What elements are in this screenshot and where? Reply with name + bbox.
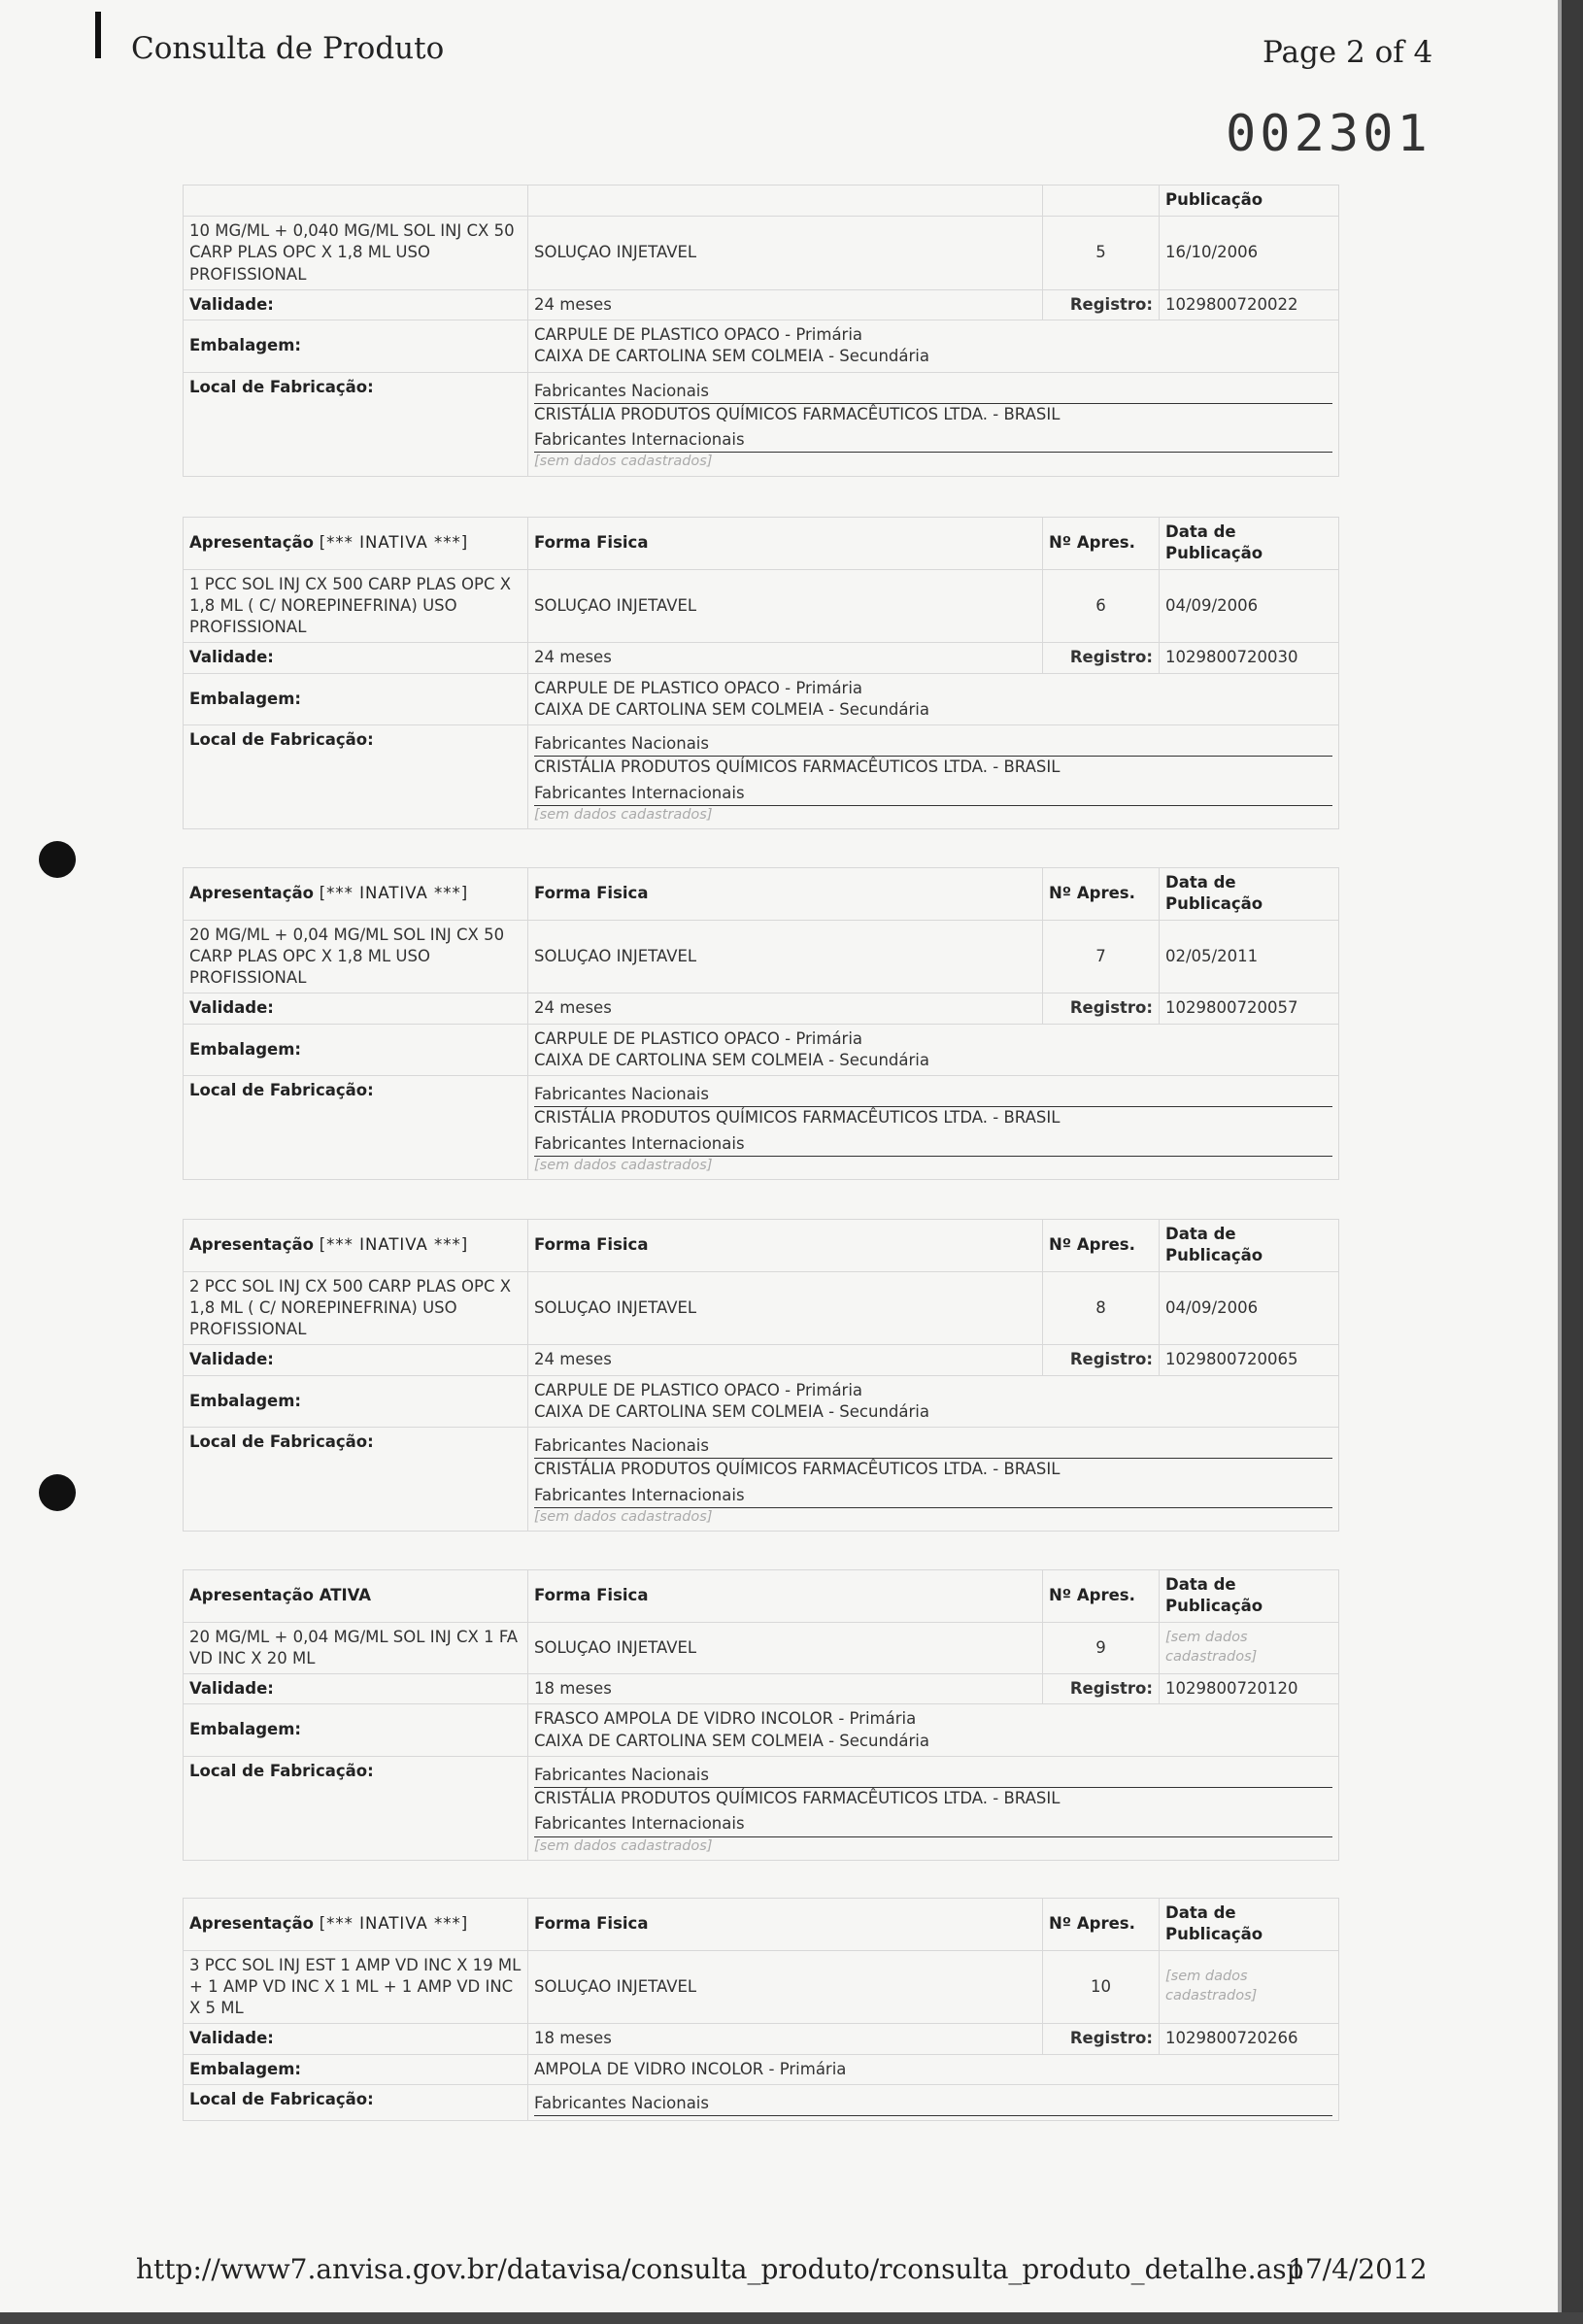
status-badge: [*** INATIVA ***] [319, 1914, 469, 1934]
fabricante-internacional-empty: [sem dados cadastrados] [534, 1508, 713, 1525]
fabricante-nacional: CRISTÁLIA PRODUTOS QUÍMICOS FARMACÊUTICOS LTDA. - BRASIL [534, 1789, 1061, 1808]
forma-fisica-value: SOLUÇAO INJETAVEL [528, 569, 1043, 643]
presentation-description: 3 PCC SOL INJ EST 1 AMP VD INC X 19 ML + 1 AMP VD INC X 1 ML + 1 AMP VD INC X 5 ML [184, 1950, 528, 2024]
numero-apresentacao: 5 [1043, 217, 1160, 290]
data-publicacao: [sem dados cadastrados] [1160, 1950, 1339, 2024]
registro-label: Registro: [1043, 1345, 1160, 1375]
registro-label: Registro: [1043, 2024, 1160, 2054]
validade-label: Validade: [184, 2024, 528, 2054]
embalagem-primaria: CARPULE DE PLASTICO OPACO - Primária [534, 678, 863, 697]
page-title: Consulta de Produto [131, 31, 445, 66]
staple-mark [95, 12, 101, 58]
forma-fisica-value: SOLUÇAO INJETAVEL [528, 1950, 1043, 2024]
footer-date: 17/4/2012 [1288, 2253, 1428, 2285]
col-header-publicacao: Publicação [1165, 1925, 1263, 1944]
status-badge: [*** INATIVA ***] [319, 1235, 469, 1255]
fabricante-internacional-empty: [sem dados cadastrados] [534, 1157, 713, 1173]
col-header-publicacao: Publicação [1165, 1597, 1263, 1616]
apresentacao-label: Apresentação [189, 533, 314, 553]
forma-fisica-value: SOLUÇAO INJETAVEL [528, 920, 1043, 994]
registro-value: 1029800720030 [1160, 643, 1339, 673]
apresentacao-label: Apresentação [189, 884, 314, 903]
col-header-n-apres: Nº Apres. [1043, 1570, 1160, 1623]
apresentacao-label: Apresentação [189, 1235, 314, 1255]
embalagem-primaria: CARPULE DE PLASTICO OPACO - Primária [534, 1028, 863, 1048]
col-header-forma-fisica: Forma Fisica [528, 1220, 1043, 1272]
presentation-description: 20 MG/ML + 0,04 MG/ML SOL INJ CX 50 CARP PLAS OPC X 1,8 ML USO PROFISSIONAL [184, 920, 528, 994]
registro-label: Registro: [1043, 643, 1160, 673]
fabricantes-internacionais-heading: Fabricantes Internacionais [534, 1813, 1332, 1836]
presentation-block-9 [183, 1569, 1338, 1861]
validade-label: Validade: [184, 1674, 528, 1704]
col-header-data-de: Data de [1165, 1575, 1236, 1594]
registro-value: 1029800720266 [1160, 2024, 1339, 2054]
fabricantes-internacionais-heading: Fabricantes Internacionais [534, 1485, 1332, 1508]
numero-apresentacao: 9 [1043, 1622, 1160, 1674]
footer-url: http://www7.anvisa.gov.br/datavisa/consulta_produto/rconsulta_produto_detalhe.asp [136, 2253, 1304, 2285]
registro-label: Registro: [1043, 289, 1160, 320]
numero-apresentacao: 10 [1043, 1950, 1160, 2024]
validade-value: 24 meses [528, 994, 1043, 1024]
local-fabricacao-label: Local de Fabricação: [184, 1756, 528, 1860]
fabricante-nacional: CRISTÁLIA PRODUTOS QUÍMICOS FARMACÊUTICOS LTDA. - BRASIL [534, 404, 1061, 423]
validade-label: Validade: [184, 289, 528, 320]
validade-label: Validade: [184, 1345, 528, 1375]
presentation-description: 1 PCC SOL INJ CX 500 CARP PLAS OPC X 1,8 ML ( C/ NOREPINEFRINA) USO PROFISSIONAL [184, 569, 528, 643]
embalagem-primaria: CARPULE DE PLASTICO OPACO - Primária [534, 1380, 863, 1399]
validade-value: 18 meses [528, 2024, 1043, 2054]
page-stamp-number: 002301 [1226, 105, 1431, 163]
page-number: Page 2 of 4 [1263, 35, 1433, 70]
col-header-forma-fisica: Forma Fisica [528, 1899, 1043, 1951]
fabricantes-internacionais-heading: Fabricantes Internacionais [534, 429, 1332, 453]
fabricantes-nacionais-heading: Fabricantes Nacionais [534, 1765, 1332, 1788]
col-header-publicacao: Publicação [1160, 185, 1339, 217]
data-publicacao: 04/09/2006 [1160, 569, 1339, 643]
registro-value: 1029800720065 [1160, 1345, 1339, 1375]
presentation-block-5 [183, 185, 1338, 477]
apresentacao-label: Apresentação [189, 1586, 314, 1605]
fabricantes-internacionais-heading: Fabricantes Internacionais [534, 783, 1332, 806]
local-fabricacao-label: Local de Fabricação: [184, 372, 528, 476]
embalagem-secundaria: CAIXA DE CARTOLINA SEM COLMEIA - Secundária [534, 1401, 929, 1421]
local-fabricacao-label: Local de Fabricação: [184, 1076, 528, 1180]
col-header-data-de: Data de [1165, 1225, 1236, 1243]
col-header-n-apres: Nº Apres. [1043, 1899, 1160, 1951]
embalagem-primaria: CARPULE DE PLASTICO OPACO - Primária [534, 325, 863, 345]
embalagem-label: Embalagem: [184, 1024, 528, 1076]
embalagem-label: Embalagem: [184, 1375, 528, 1428]
fabricante-nacional: CRISTÁLIA PRODUTOS QUÍMICOS FARMACÊUTICOS LTDA. - BRASIL [534, 1460, 1061, 1479]
fabricantes-nacionais-heading: Fabricantes Nacionais [534, 733, 1332, 757]
col-header-data-de: Data de [1165, 522, 1236, 541]
fabricante-nacional: CRISTÁLIA PRODUTOS QUÍMICOS FARMACÊUTICOS LTDA. - BRASIL [534, 1108, 1061, 1128]
embalagem-label: Embalagem: [184, 1704, 528, 1757]
embalagem-secundaria: CAIXA DE CARTOLINA SEM COLMEIA - Secundária [534, 347, 929, 366]
presentation-description: 10 MG/ML + 0,040 MG/ML SOL INJ CX 50 CARP PLAS OPC X 1,8 ML USO PROFISSIONAL [184, 217, 528, 290]
embalagem-label: Embalagem: [184, 2054, 528, 2084]
numero-apresentacao: 8 [1043, 1271, 1160, 1345]
numero-apresentacao: 7 [1043, 920, 1160, 994]
col-header-forma-fisica: Forma Fisica [528, 1570, 1043, 1623]
forma-fisica-value: SOLUÇAO INJETAVEL [528, 217, 1043, 290]
registro-value: 1029800720120 [1160, 1674, 1339, 1704]
presentation-description: 2 PCC SOL INJ CX 500 CARP PLAS OPC X 1,8 ML ( C/ NOREPINEFRINA) USO PROFISSIONAL [184, 1271, 528, 1345]
fabricante-internacional-empty: [sem dados cadastrados] [534, 1837, 713, 1854]
embalagem-primaria: FRASCO AMPOLA DE VIDRO INCOLOR - Primária [534, 1709, 917, 1729]
presentation-description: 20 MG/ML + 0,04 MG/ML SOL INJ CX 1 FA VD INC X 20 ML [184, 1622, 528, 1674]
data-publicacao: 16/10/2006 [1160, 217, 1339, 290]
registro-label: Registro: [1043, 994, 1160, 1024]
scan-edge-shadow [1558, 0, 1562, 2324]
data-publicacao: 02/05/2011 [1160, 920, 1339, 994]
embalagem-secundaria: CAIXA DE CARTOLINA SEM COLMEIA - Secundária [534, 1050, 929, 1069]
embalagem-secundaria: CAIXA DE CARTOLINA SEM COLMEIA - Secundária [534, 1731, 929, 1750]
embalagem-label: Embalagem: [184, 673, 528, 725]
validade-value: 24 meses [528, 289, 1043, 320]
validade-label: Validade: [184, 643, 528, 673]
presentation-block-8 [183, 1219, 1338, 1532]
fabricantes-nacionais-heading: Fabricantes Nacionais [534, 381, 1332, 404]
data-publicacao: 04/09/2006 [1160, 1271, 1339, 1345]
status-badge: [*** INATIVA ***] [319, 533, 469, 553]
local-fabricacao-label: Local de Fabricação: [184, 2084, 528, 2120]
status-badge: ATIVA [319, 1586, 372, 1605]
col-header-publicacao: Publicação [1165, 544, 1263, 563]
presentation-block-10 [183, 1898, 1338, 2121]
scan-edge-bottom [0, 2312, 1583, 2324]
forma-fisica-value: SOLUÇAO INJETAVEL [528, 1622, 1043, 1674]
col-header-publicacao: Publicação [1165, 894, 1263, 914]
col-header-forma-fisica: Forma Fisica [528, 868, 1043, 921]
status-badge: [*** INATIVA ***] [319, 884, 469, 903]
validade-label: Validade: [184, 994, 528, 1024]
col-header-n-apres: Nº Apres. [1043, 1220, 1160, 1272]
local-fabricacao-label: Local de Fabricação: [184, 725, 528, 829]
embalagem-label: Embalagem: [184, 320, 528, 373]
col-header-data-de: Data de [1165, 873, 1236, 892]
validade-value: 24 meses [528, 643, 1043, 673]
punch-hole-bottom [39, 1474, 76, 1511]
fabricantes-nacionais-heading: Fabricantes Nacionais [534, 1435, 1332, 1459]
registro-label: Registro: [1043, 1674, 1160, 1704]
fabricantes-nacionais-heading: Fabricantes Nacionais [534, 2093, 1332, 2116]
col-header-publicacao: Publicação [1165, 1246, 1263, 1265]
fabricante-nacional: CRISTÁLIA PRODUTOS QUÍMICOS FARMACÊUTICOS LTDA. - BRASIL [534, 758, 1061, 777]
embalagem-primaria: AMPOLA DE VIDRO INCOLOR - Primária [534, 2059, 847, 2078]
col-header-n-apres: Nº Apres. [1043, 518, 1160, 570]
data-publicacao: [sem dados cadastrados] [1160, 1622, 1339, 1674]
fabricantes-internacionais-heading: Fabricantes Internacionais [534, 1133, 1332, 1157]
validade-value: 18 meses [528, 1674, 1043, 1704]
validade-value: 24 meses [528, 1345, 1043, 1375]
local-fabricacao-label: Local de Fabricação: [184, 1428, 528, 1532]
registro-value: 1029800720022 [1160, 289, 1339, 320]
col-header-n-apres: Nº Apres. [1043, 868, 1160, 921]
fabricante-internacional-empty: [sem dados cadastrados] [534, 806, 713, 823]
forma-fisica-value: SOLUÇAO INJETAVEL [528, 1271, 1043, 1345]
col-header-data-de: Data de [1165, 1903, 1236, 1922]
fabricantes-nacionais-heading: Fabricantes Nacionais [534, 1084, 1332, 1107]
scan-edge-right [1562, 0, 1583, 2324]
col-header-forma-fisica: Forma Fisica [528, 518, 1043, 570]
embalagem-secundaria: CAIXA DE CARTOLINA SEM COLMEIA - Secundária [534, 699, 929, 719]
presentation-block-6 [183, 517, 1338, 829]
presentation-block-7 [183, 867, 1338, 1180]
fabricante-internacional-empty: [sem dados cadastrados] [534, 454, 713, 470]
numero-apresentacao: 6 [1043, 569, 1160, 643]
registro-value: 1029800720057 [1160, 994, 1339, 1024]
apresentacao-label: Apresentação [189, 1914, 314, 1934]
punch-hole-top [39, 841, 76, 878]
